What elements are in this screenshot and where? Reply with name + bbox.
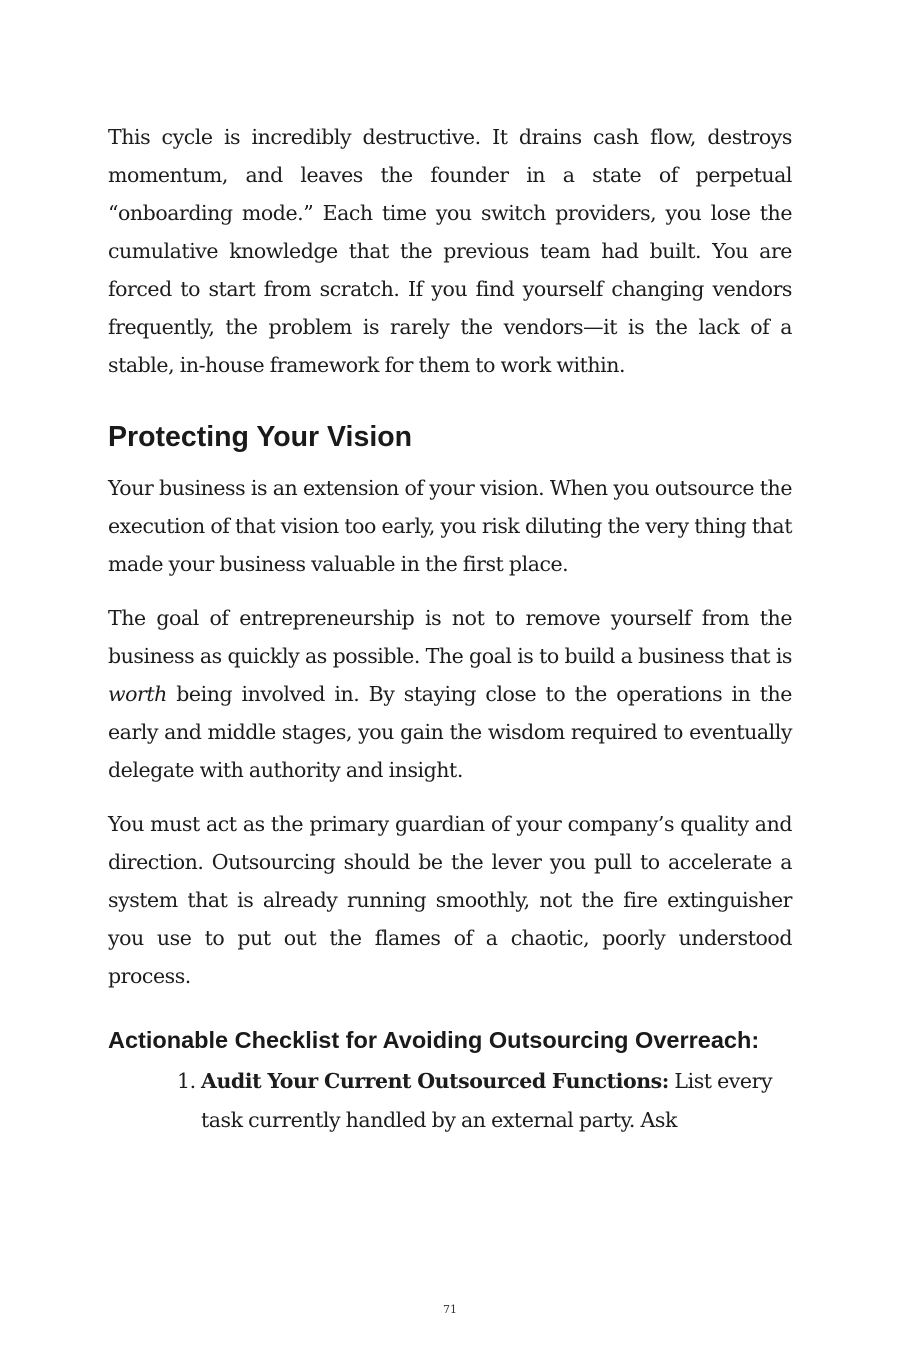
intro-paragraph: This cycle is incredibly destructive. It drains cash flow, destroys momentum, and leaves the founder in a state of perpetual “onboarding mode.” Each time you switch providers, you lose the cumulative knowledge that the previous team had built. You are forced to start from scratch. If you find yourself changing vendors frequently, the problem is rarely the vendors—it is the lack of a stable, in-house framework for them to work within. xyxy=(108,125,792,377)
page-number: 71 xyxy=(443,1303,457,1316)
goal-emphasis: worth xyxy=(108,682,167,706)
vision-paragraph: Your business is an extension of your vision. When you outsource the execution of that vision too early, you risk diluting the very thing that made your business valuable in the first place. xyxy=(108,476,792,576)
page-content xyxy=(108,118,792,1140)
checklist-item xyxy=(177,1062,792,1140)
goal-text-end: being involved in. By staying close to the operations in the early and middle stages, you gain the wisdom required to eventually delegate with authority and insight. xyxy=(108,682,792,782)
checklist-heading: Actionable Checklist for Avoiding Outsourcing Overreach: xyxy=(108,1027,760,1053)
checklist xyxy=(108,1062,792,1140)
checklist-item-title: Audit Your Current Outsourced Functions: xyxy=(201,1069,669,1093)
guardian-paragraph: You must act as the primary guardian of your company’s quality and direction. Outsourcing should be the lever you pull to accelerate a system that is already running smoothly, not the fire extinguisher you use to put out the flames of a chaotic, poorly understood process. xyxy=(108,812,792,988)
goal-paragraph xyxy=(108,599,792,789)
goal-text-start: The goal of entrepreneurship is not to remove yourself from the business as quickly as possible. The goal is to build a business that is xyxy=(108,606,792,668)
checklist-item-number: 1. xyxy=(177,1069,196,1093)
checklist-item-text: List every task currently handled by an external party. Ask xyxy=(201,1069,773,1132)
section-heading: Protecting Your Vision xyxy=(108,421,413,453)
